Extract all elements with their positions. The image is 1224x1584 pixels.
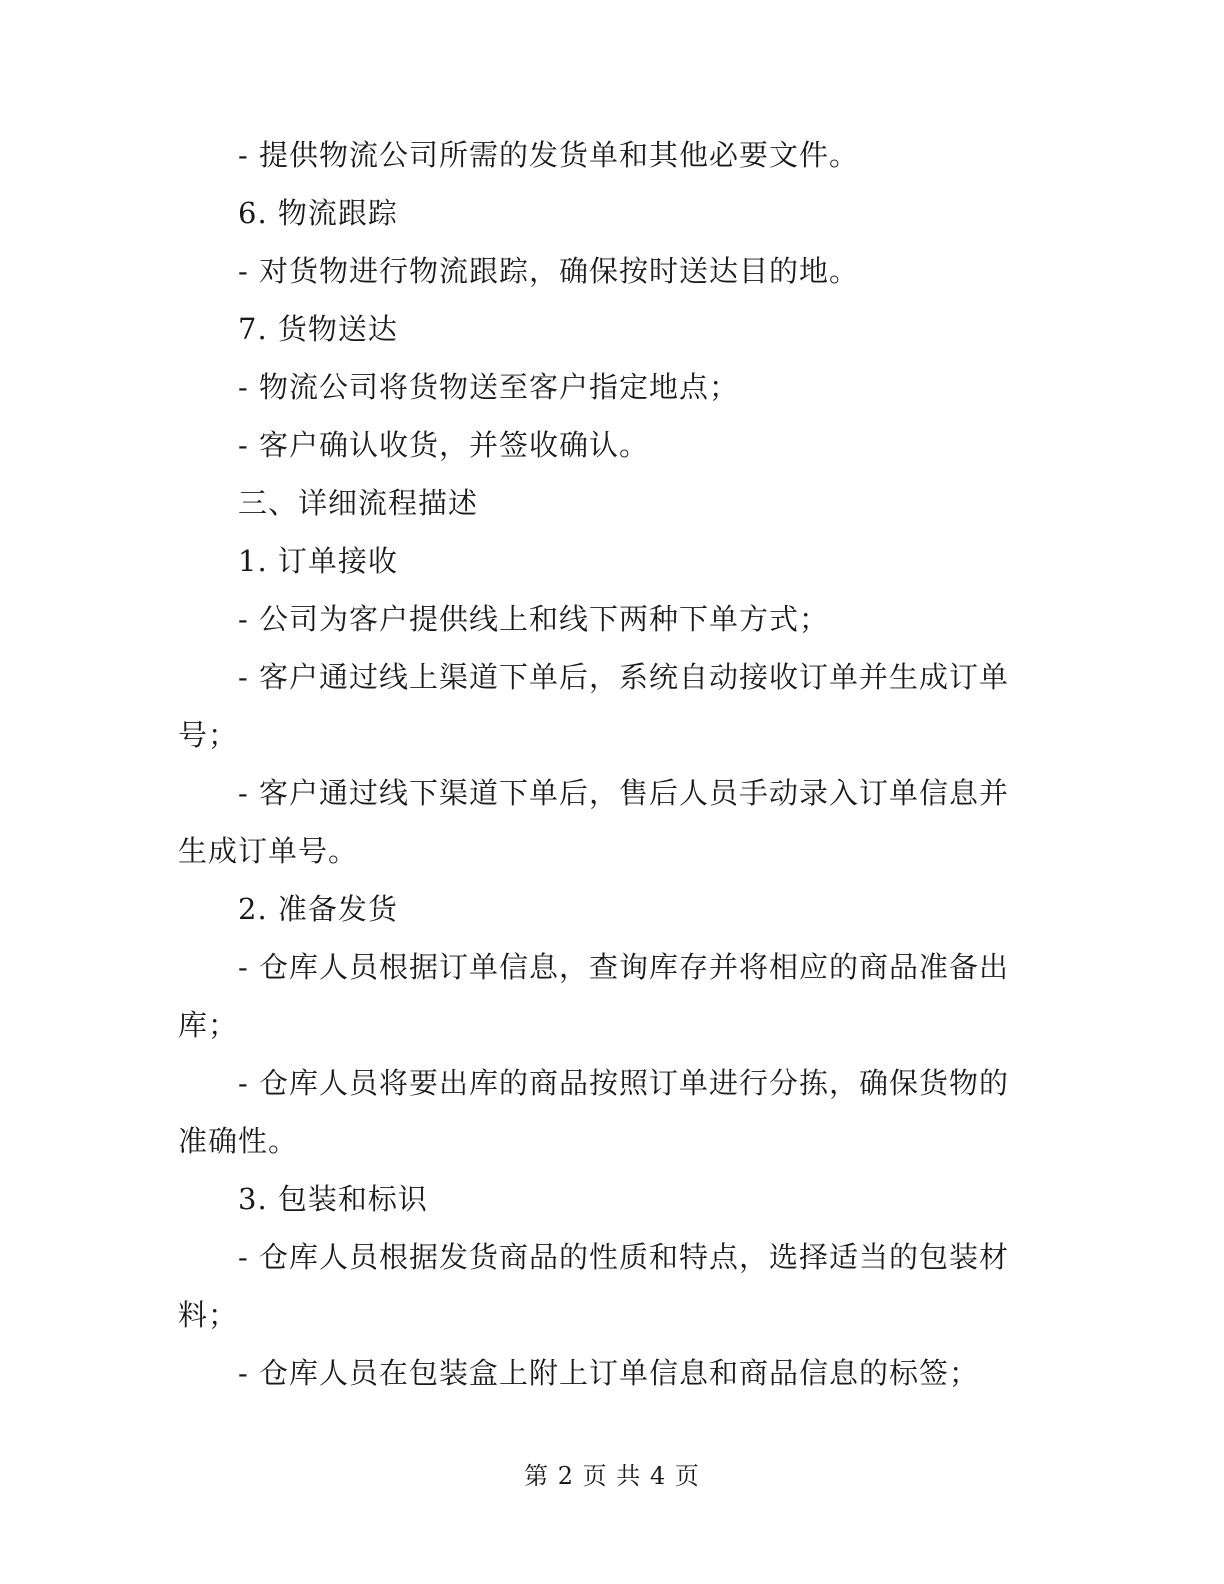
section-heading: 1. 订单接收: [238, 544, 398, 578]
paragraph: - 仓库人员根据发货商品的性质和特点，选择适当的包装材料；: [178, 1240, 1010, 1332]
chapter-heading: 三、详细流程描述: [238, 486, 479, 520]
document-body: [178, 126, 1016, 1402]
page-number: 第 2 页 共 4 页: [524, 1462, 700, 1490]
paragraph: - 对货物进行物流跟踪，确保按时送达目的地。: [238, 254, 860, 288]
paragraph: - 客户确认收货，并签收确认。: [238, 428, 650, 462]
section-heading: 7. 货物送达: [238, 312, 398, 346]
paragraph: - 仓库人员根据订单信息，查询库存并将相应的商品准备出库；: [178, 950, 1010, 1042]
paragraph: - 物流公司将货物送至客户指定地点；: [238, 370, 740, 404]
paragraph: - 仓库人员在包装盒上附上订单信息和商品信息的标签；: [238, 1356, 980, 1390]
section-heading: 2. 准备发货: [238, 892, 398, 926]
section-heading: 3. 包装和标识: [238, 1182, 428, 1216]
paragraph: - 客户通过线上渠道下单后，系统自动接收订单并生成订单号；: [178, 660, 1010, 752]
paragraph: - 客户通过线下渠道下单后，售后人员手动录入订单信息并生成订单号。: [178, 776, 1010, 868]
paragraph: - 仓库人员将要出库的商品按照订单进行分拣，确保货物的准确性。: [178, 1066, 1010, 1158]
paragraph: - 提供物流公司所需的发货单和其他必要文件。: [238, 138, 860, 172]
paragraph: - 公司为客户提供线上和线下两种下单方式；: [238, 602, 830, 636]
section-heading: 6. 物流跟踪: [238, 196, 398, 230]
